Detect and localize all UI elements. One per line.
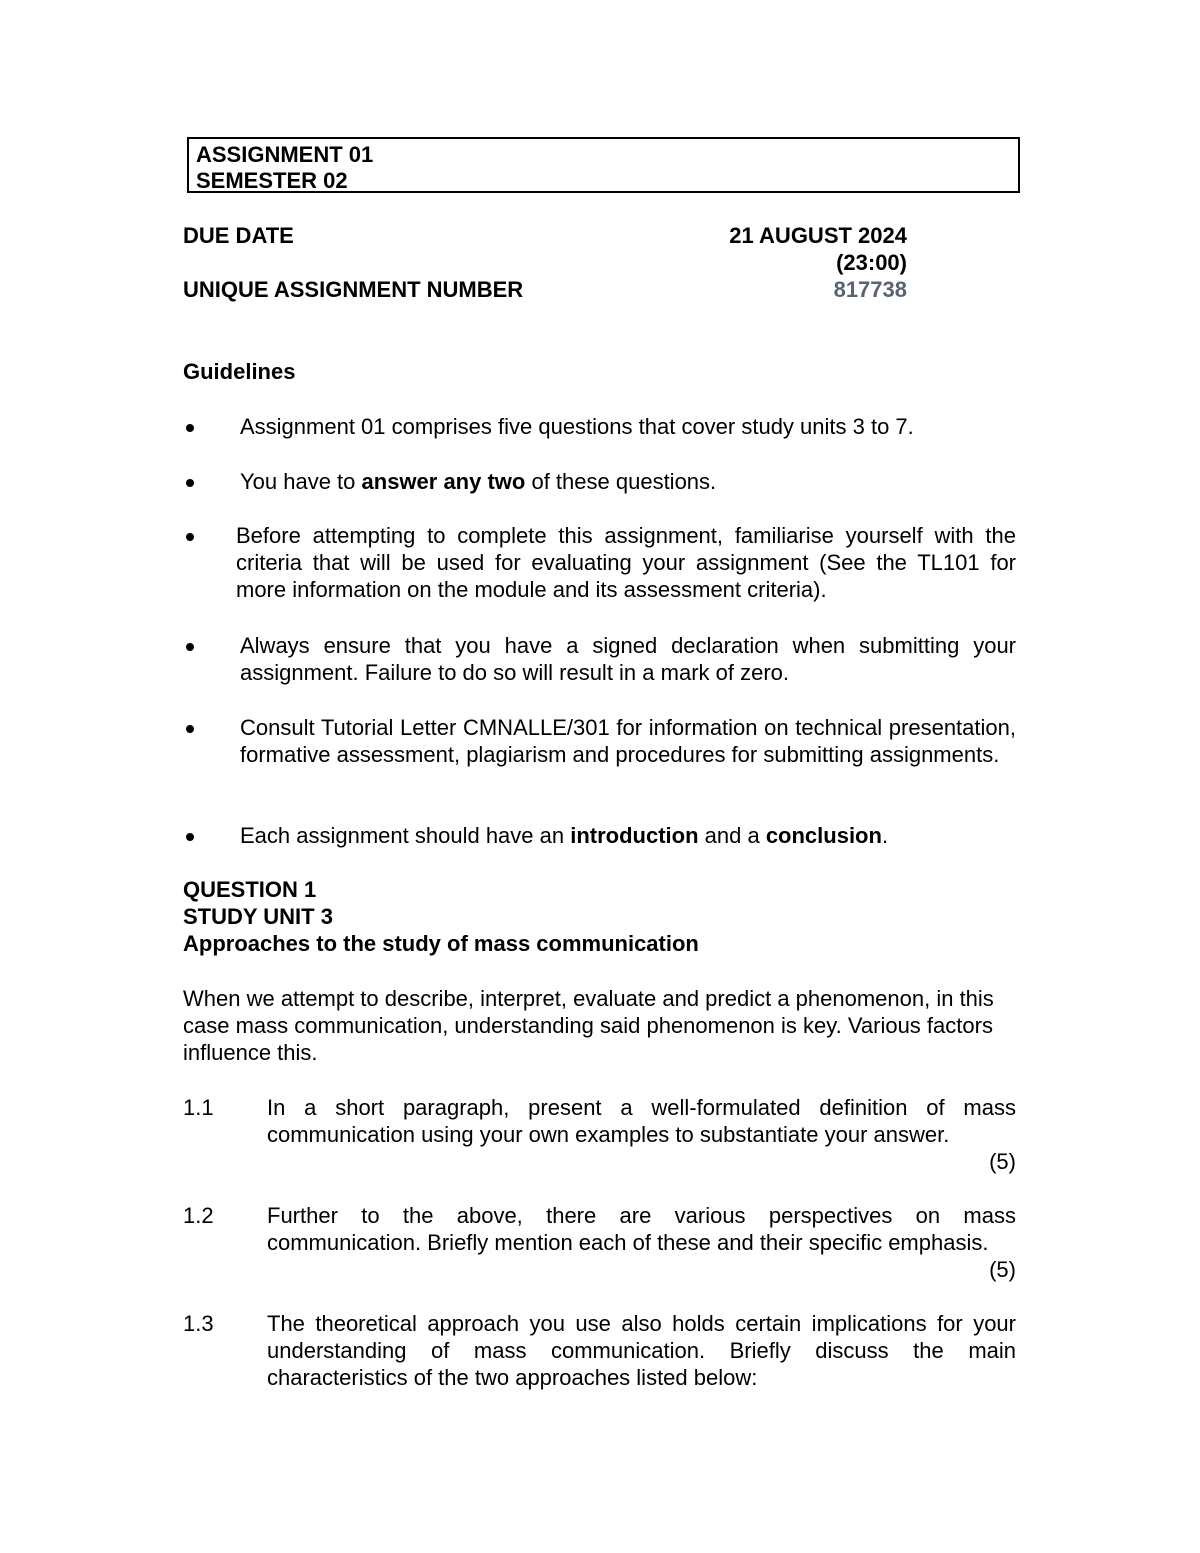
guideline-item-6-text-post: . xyxy=(881,823,889,848)
question-1-intro: When we attempt to describe, interpret, evaluate and predict a phenomenon, in this case mass communication, understanding said phenomenon is key. Various factors influence this. xyxy=(183,986,994,1065)
bullet-icon xyxy=(186,424,194,432)
guidelines-heading: Guidelines xyxy=(183,359,296,384)
guideline-item-6-text-mid: and a xyxy=(698,823,766,848)
guideline-item-5: Consult Tutorial Letter CMNALLE/301 for information on technical presentation, formative assessment, plagiarism and procedures for submitting assignments. xyxy=(240,715,1016,767)
due-date-label: DUE DATE xyxy=(183,223,294,248)
question-1-1-number: 1.1 xyxy=(183,1095,214,1120)
bullet-icon xyxy=(186,833,194,841)
question-1-1-marks: (5) xyxy=(989,1149,1016,1174)
semester-title: SEMESTER 02 xyxy=(196,168,348,193)
unique-assignment-number-label: UNIQUE ASSIGNMENT NUMBER xyxy=(183,277,524,302)
guideline-item-6-text-pre: Each assignment should have an xyxy=(240,823,571,848)
unique-assignment-number-value: 817738 xyxy=(833,277,907,302)
question-1-3-text: The theoretical approach you use also holds certain implications for your understanding of mass communication. Briefly discuss the main characteristics of the two approaches listed below: xyxy=(267,1311,1016,1390)
assignment-header-box xyxy=(187,137,1020,193)
study-unit-heading: STUDY UNIT 3 xyxy=(183,904,333,929)
bullet-icon xyxy=(186,725,194,733)
guideline-item-2-emphasis: answer any two xyxy=(361,469,526,494)
question-1-3-number: 1.3 xyxy=(183,1311,214,1336)
due-date-value: 21 AUGUST 2024 xyxy=(729,223,907,248)
guideline-item-2-text-post: of these questions. xyxy=(525,469,717,494)
question-1-2-text: Further to the above, there are various perspectives on mass communication. Briefly mention each of these and their specific emphasis. xyxy=(267,1203,1016,1255)
guideline-item-1: Assignment 01 comprises five questions that cover study units 3 to 7. xyxy=(240,414,914,439)
question-1-heading: QUESTION 1 xyxy=(183,877,317,902)
question-1-2-marks: (5) xyxy=(989,1257,1016,1282)
question-1-2-number: 1.2 xyxy=(183,1203,214,1228)
guideline-item-6 xyxy=(240,822,1016,849)
guideline-item-3: Before attempting to complete this assignment, familiarise yourself with the criteria that will be used for evaluating your assignment (See the TL101 for more information on the module and its assessment criteria). xyxy=(236,523,1016,602)
due-time-value: (23:00) xyxy=(836,250,907,275)
guideline-item-2 xyxy=(240,468,1016,495)
bullet-icon xyxy=(186,533,194,541)
guideline-item-4: Always ensure that you have a signed declaration when submitting your assignment. Failure to do so will result in a mark of zero. xyxy=(240,633,1016,685)
bullet-icon xyxy=(186,643,194,651)
guideline-item-6-emphasis-2: conclusion xyxy=(765,823,882,848)
guideline-item-2-text-pre: You have to xyxy=(240,469,362,494)
assignment-title: ASSIGNMENT 01 xyxy=(196,142,374,167)
question-1-title: Approaches to the study of mass communication xyxy=(183,931,699,956)
bullet-icon xyxy=(186,479,194,487)
question-1-1-text: In a short paragraph, present a well-formulated definition of mass communication using your own examples to substantiate your answer. xyxy=(267,1095,1016,1147)
guideline-item-6-emphasis-1: introduction xyxy=(570,823,699,848)
